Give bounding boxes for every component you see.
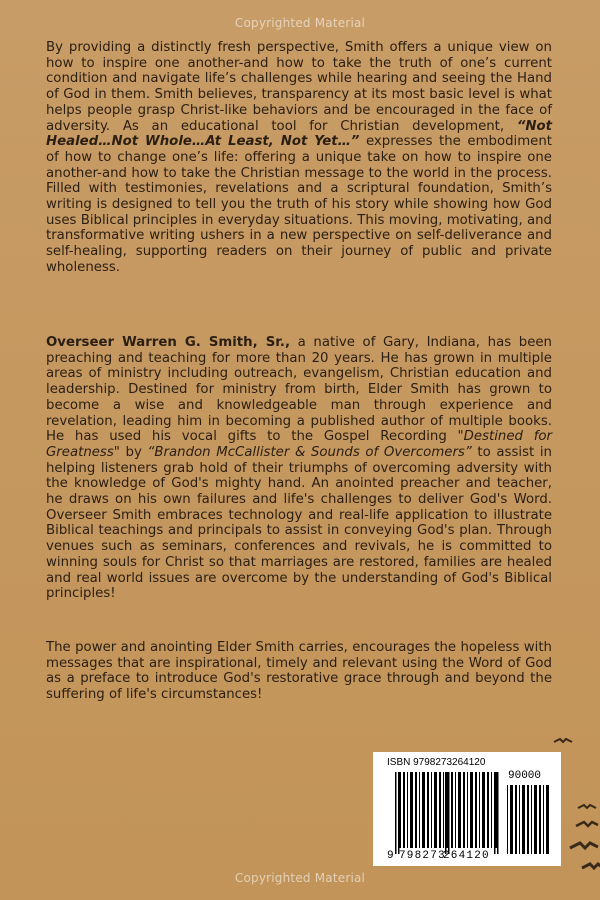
book-description-paragraph (46, 40, 552, 276)
watermark-bottom: Copyrighted Material (234, 871, 366, 885)
barcode-box (373, 752, 561, 866)
recording-title: "Destined for Greatness" (46, 429, 552, 460)
closing-paragraph: The power and anointing Elder Smith carries, encourages the hopeless with messages that are inspirational, timely and relevant using the Word of God as a preface to introduce God's restorative grace through and beyond the suffering of life's circumstances! (46, 640, 552, 703)
author-name: Overseer Warren G. Smith, Sr., (46, 335, 291, 350)
ean-left-digits: 798273 (399, 850, 446, 862)
bio-text-a: a native of Gary, Indiana, has been preaching and teaching for more than 20 years. He has grown in multiple areas of ministry including outreach, evangelism, Christian education and leadership. Destined for ministry from birth, Elder Smith has grown to become a wise and knowledgeable man through experience and revelation, leading him in becoming a published author of multiple books. He has used his vocal gifts to the Gospel Recording (46, 335, 552, 445)
ean-right-digits: 264120 (443, 850, 490, 862)
watermark-top: Copyrighted Material (234, 16, 366, 30)
price-code: 90000 (508, 770, 542, 782)
book-title-inline: “Not Healed…Not Whole…At Least, Not Yet…” (46, 118, 552, 150)
isbn-label: ISBN 9798273264120 (387, 757, 486, 768)
bio-text-b: by (119, 444, 148, 460)
bio-text-c: to assist in helping listeners grab hold of their triumphs of overcoming adversity with the knowledge of God's mighty hand. An anointed preacher and teacher, he draws on his own failures and life's challenges to deliver God's Word. Overseer Smith embraces technology and real-life application to illustrate Biblical teachings and principals to assist in conveying God's plan. Through venues such as seminars, conferences and revivals, he is committed to winning souls for Christ so that marriages are restored, families are healed and real world issues are overcome by the understanding of God's Biblical principles! (46, 444, 552, 602)
author-bio-paragraph (46, 335, 552, 602)
ean-first-digit: 9 (387, 850, 394, 862)
description-text-b: expresses the embodiment of how to change one’s life: offering a unique take on how to inspire one another-and how to take the Christian message to the world in the process. Filled with testimonies, revelations and a scriptural foundation, Smith’s writing is designed to tell you the truth of his story while showing how God uses Biblical principles in everyday situations. This moving, motivating, and transformative writing ushers in a new perspective on self-deliverance and self-healing, supporting readers on their journey of public and private wholeness. (46, 134, 553, 275)
recording-artist: “Brandon McCallister & Sounds of Overcomers” (147, 444, 472, 460)
description-text-a: By providing a distinctly fresh perspective, Smith offers a unique view on how to inspire one another-and how to take the truth of one’s current condition and navigate life’s challenges while hearing and seeing the Hand of God in them. Smith believes, transparency at its most basic level is what helps people grasp Christ-like behaviors and be encouraged in the face of adversity. As an educational tool for Christian development, (46, 40, 552, 134)
